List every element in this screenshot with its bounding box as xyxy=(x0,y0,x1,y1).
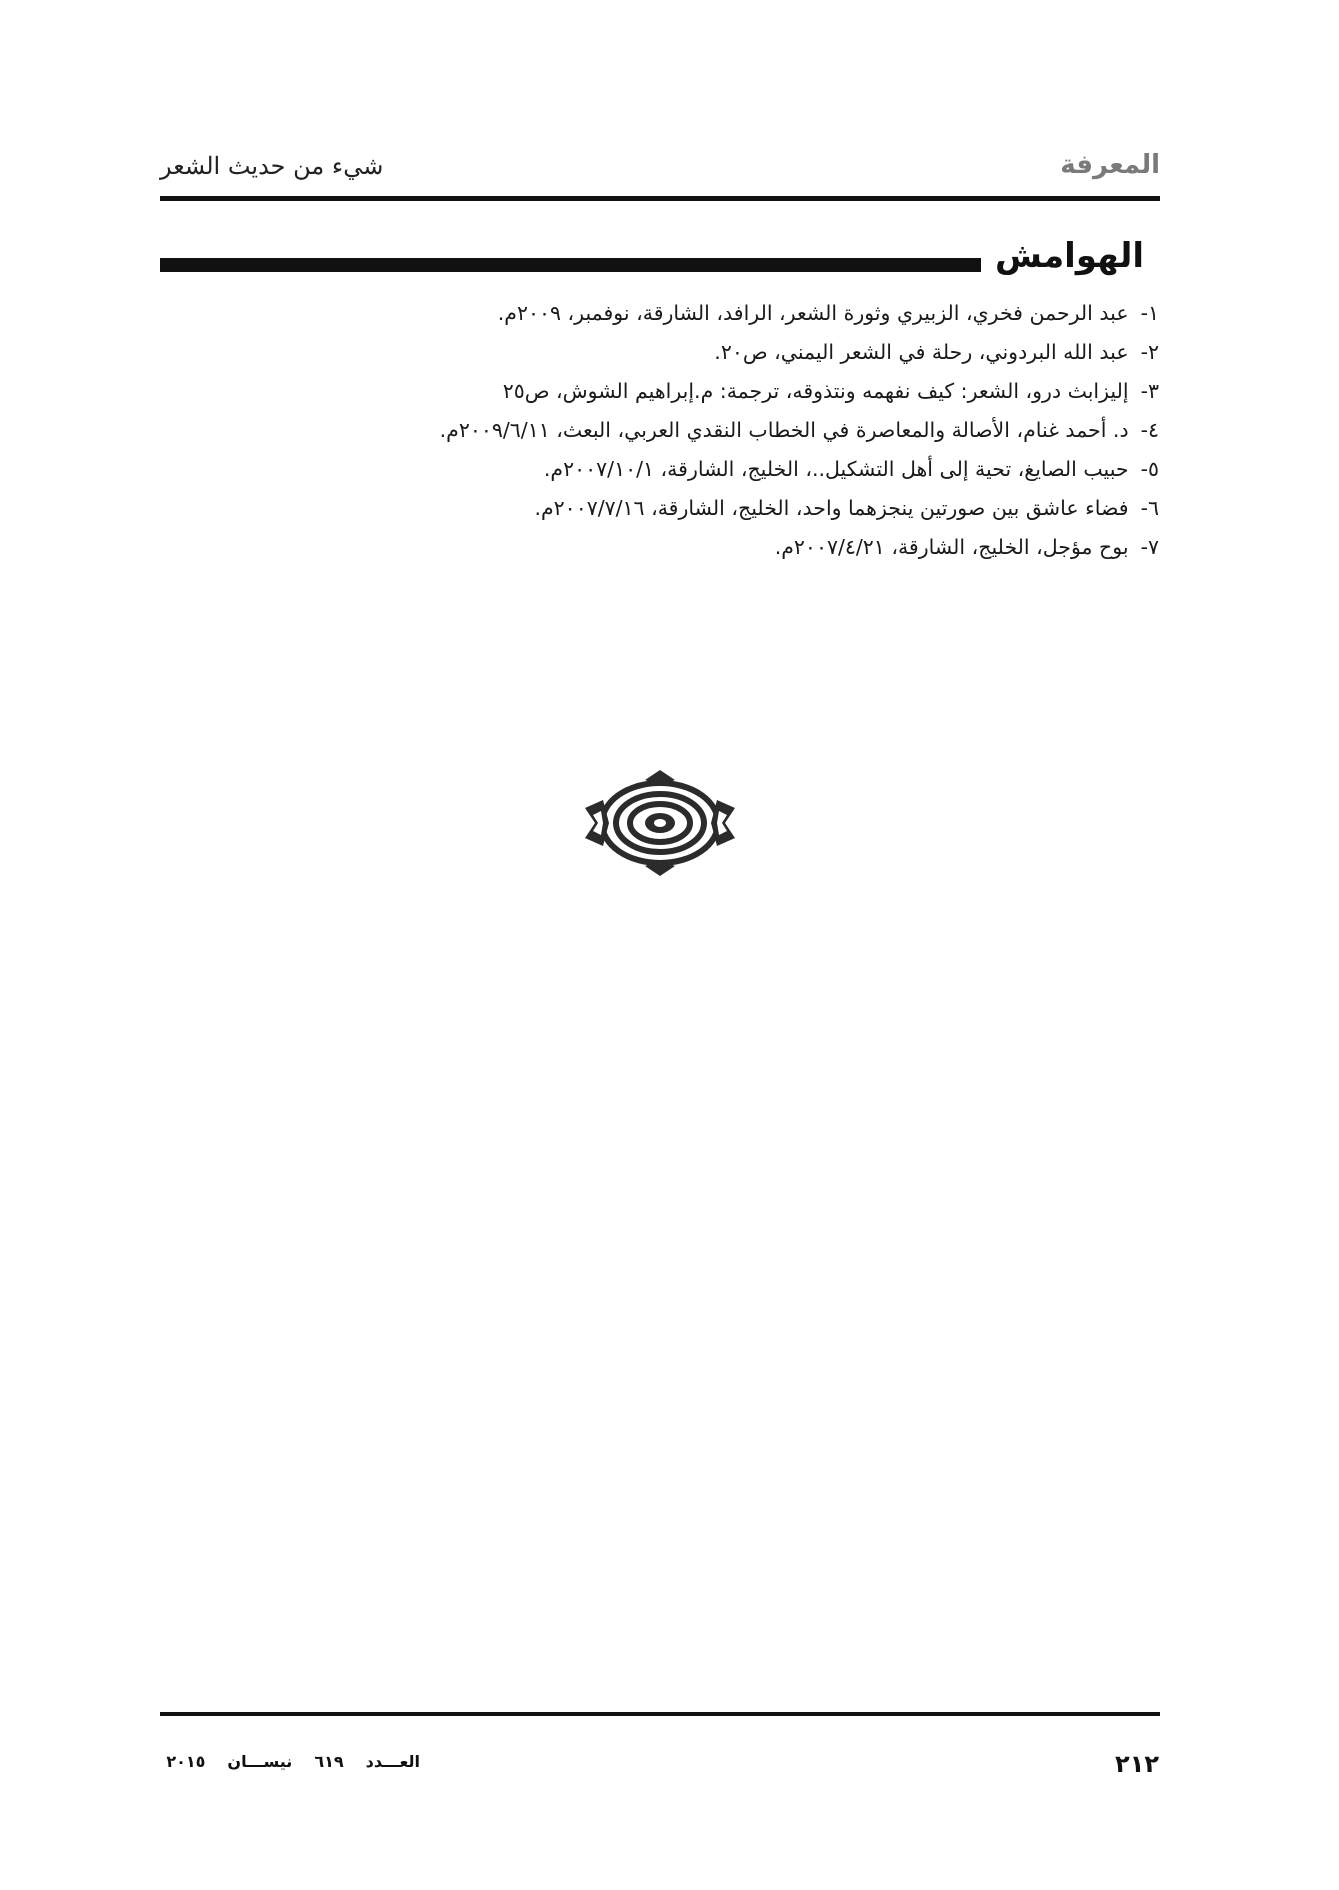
running-header-title: شيء من حديث الشعر xyxy=(160,152,384,180)
footnote-text: حبيب الصايغ، تحية إلى أهل التشكيل..، الخليج، الشارقة، ٢٠٠٧/١٠/١م. xyxy=(543,457,1129,481)
running-header xyxy=(160,150,1160,190)
footnote-item xyxy=(259,495,1159,534)
footnote-number: ١- xyxy=(1140,301,1159,325)
footnote-number: ٣- xyxy=(1140,379,1159,403)
footnote-number: ٥- xyxy=(1140,457,1159,481)
footnote-number: ٦- xyxy=(1140,496,1159,520)
footnote-text: بوح مؤجل، الخليج، الشارقة، ٢٠٠٧/٤/٢١م. xyxy=(774,535,1129,559)
section-heading: الهوامش xyxy=(981,236,1144,276)
footnote-item xyxy=(259,456,1159,495)
footnote-text: فضاء عاشق بين صورتين ينجزهما واحد، الخليج، الشارقة، ٢٠٠٧/٧/١٦م. xyxy=(534,496,1129,520)
footnote-item xyxy=(259,300,1159,339)
footnote-number: ٤- xyxy=(1140,418,1159,442)
footnote-text: د. أحمد غنام، الأصالة والمعاصرة في الخطاب النقدي العربي، البعث، ٢٠٠٩/٦/١١م. xyxy=(439,418,1129,442)
issue-number: ٦١٩ xyxy=(314,1752,344,1771)
footnote-item xyxy=(259,417,1159,456)
arabesque-ornament-icon xyxy=(585,770,735,876)
footer-divider xyxy=(160,1712,1160,1716)
magazine-logo: المعرفة xyxy=(1060,150,1160,180)
issue-month: نيســـان xyxy=(227,1752,293,1771)
footnote-item xyxy=(259,378,1159,417)
footnote-text: إليزابث درو، الشعر: كيف نفهمه ونتذوقه، ترجمة: م.إبراهيم الشوش، ص٢٥ xyxy=(502,379,1129,403)
issue-year: ٢٠١٥ xyxy=(166,1752,206,1771)
footnote-text: عبد الرحمن فخري، الزبيري وثورة الشعر، الرافد، الشارقة، نوفمبر، ٢٠٠٩م. xyxy=(497,301,1129,325)
footnote-number: ٧- xyxy=(1140,535,1159,559)
issue-label: العـــدد xyxy=(365,1752,420,1771)
footnote-number: ٢- xyxy=(1140,340,1159,364)
footnote-text: عبد الله البردوني، رحلة في الشعر اليمني، ص٢٠. xyxy=(714,340,1129,364)
header-divider xyxy=(160,196,1160,201)
footnote-item xyxy=(259,534,1159,573)
issue-info xyxy=(160,1752,420,1771)
page-number: ٢١٢ xyxy=(1115,1750,1159,1778)
section-divider xyxy=(160,258,982,272)
footnotes-list xyxy=(259,300,1159,573)
footnote-item xyxy=(259,339,1159,378)
